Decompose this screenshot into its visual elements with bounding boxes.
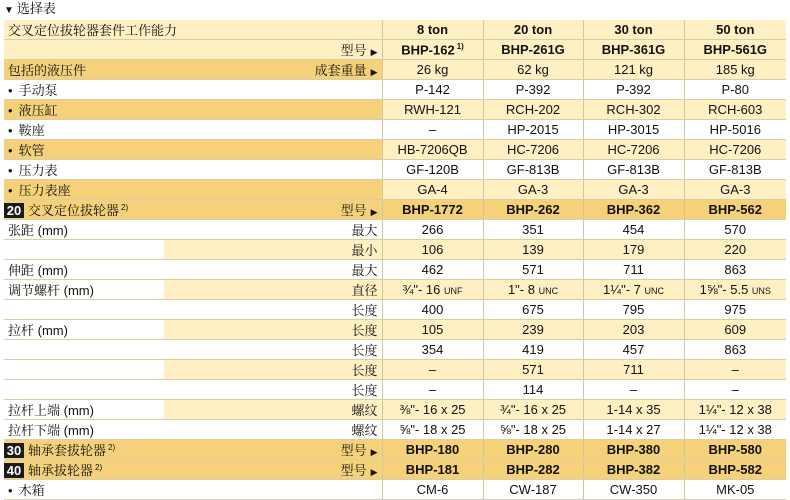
spec-sublabel: 最大 xyxy=(164,260,382,280)
model-row xyxy=(4,40,786,60)
section-name: 交叉定位拔轮器 xyxy=(28,203,120,218)
component-row xyxy=(4,140,786,160)
spec-value: 351 xyxy=(483,220,583,240)
component-row xyxy=(4,80,786,100)
spec-value: ⅝"- 18 x 25 xyxy=(483,420,583,440)
bullet-icon: • xyxy=(8,483,13,498)
spec-row xyxy=(4,380,786,400)
component-name: 液压缸 xyxy=(18,103,58,118)
spec-label xyxy=(4,380,164,400)
selection-table xyxy=(4,20,786,500)
component-value: P-80 xyxy=(684,80,786,100)
model-value: BHP-582 xyxy=(684,460,786,480)
bullet-icon: • xyxy=(8,163,13,178)
bullet-icon: • xyxy=(8,83,13,98)
spec-value: 863 xyxy=(684,340,786,360)
weight-value: 26 kg xyxy=(382,60,483,80)
model-cell xyxy=(382,40,483,60)
spec-value: 711 xyxy=(583,360,684,380)
component-name: 手动泵 xyxy=(18,83,58,98)
model-label: 型号 xyxy=(340,203,367,218)
spec-label: 拉杆上端 (mm) xyxy=(4,400,164,420)
component-name-cell xyxy=(4,180,382,200)
model-label-cell xyxy=(164,440,382,460)
weight-value: 121 kg xyxy=(583,60,684,80)
component-value: HP-5016 xyxy=(684,120,786,140)
spec-sublabel: 长度 xyxy=(164,320,382,340)
component-value: RWH-121 xyxy=(382,100,483,120)
title-row xyxy=(4,20,786,40)
section-number: 20 xyxy=(4,203,24,218)
spec-sublabel: 长度 xyxy=(164,300,382,320)
thread-size: 1⅝"- 5.5 xyxy=(699,282,749,297)
weight-label: 成套重量 xyxy=(314,63,367,78)
bullet-icon: • xyxy=(8,143,13,158)
spec-sublabel: 长度 xyxy=(164,380,382,400)
section-20-row xyxy=(4,200,786,220)
thread-size: ¾"- 16 xyxy=(402,282,441,297)
model-label: 型号 xyxy=(340,463,367,478)
weight-label-cell xyxy=(164,60,382,80)
spec-row xyxy=(4,240,786,260)
spec-value: 239 xyxy=(483,320,583,340)
component-value: HP-2015 xyxy=(483,120,583,140)
component-name: 压力表 xyxy=(18,163,58,178)
spec-value: 454 xyxy=(583,220,684,240)
spec-sublabel: 最小 xyxy=(164,240,382,260)
component-row xyxy=(4,160,786,180)
component-value: RCH-603 xyxy=(684,100,786,120)
section-40-row xyxy=(4,460,786,480)
triangle-right-icon: ▶ xyxy=(370,207,378,217)
component-row xyxy=(4,100,786,120)
spec-value xyxy=(684,280,786,300)
footnote-marker: 2) xyxy=(95,462,103,472)
spec-value: – xyxy=(382,380,483,400)
spec-value: – xyxy=(583,380,684,400)
component-value: HC-7206 xyxy=(684,140,786,160)
spec-label: 调节螺杆 (mm) xyxy=(4,280,164,300)
spec-value xyxy=(583,280,684,300)
spec-value: 975 xyxy=(684,300,786,320)
weight-row xyxy=(4,60,786,80)
section-30-row xyxy=(4,440,786,460)
spec-value: 711 xyxy=(583,260,684,280)
model-value: BHP-1772 xyxy=(382,200,483,220)
component-name: 鞍座 xyxy=(18,123,45,138)
triangle-right-icon: ▶ xyxy=(370,47,378,57)
spec-value: 179 xyxy=(583,240,684,260)
spec-value: 266 xyxy=(382,220,483,240)
model-value: BHP-561G xyxy=(684,40,786,60)
spec-value: 571 xyxy=(483,360,583,380)
component-value: CW-187 xyxy=(483,480,583,500)
component-value: CM-6 xyxy=(382,480,483,500)
component-name: 木箱 xyxy=(18,483,45,498)
spec-row xyxy=(4,340,786,360)
component-value: GA-3 xyxy=(483,180,583,200)
component-value: GF-813B xyxy=(583,160,684,180)
component-name: 软管 xyxy=(18,143,45,158)
model-value: BHP-180 xyxy=(382,440,483,460)
spec-value: 863 xyxy=(684,260,786,280)
section-name-cell xyxy=(4,460,164,480)
section-name: 轴承拔轮器 xyxy=(28,463,94,478)
thread-unit: UNS xyxy=(751,286,771,296)
spec-value: 609 xyxy=(684,320,786,340)
thread-unit: UNF xyxy=(444,286,463,296)
spec-row xyxy=(4,260,786,280)
spec-label: 拉杆下端 (mm) xyxy=(4,420,164,440)
triangle-right-icon: ▶ xyxy=(370,467,378,477)
spec-sublabel: 长度 xyxy=(164,360,382,380)
component-value: P-392 xyxy=(583,80,684,100)
model-label: 型号 xyxy=(340,443,367,458)
spec-label xyxy=(4,360,164,380)
component-value: RCH-302 xyxy=(583,100,684,120)
model-value: BHP-282 xyxy=(483,460,583,480)
component-name-cell xyxy=(4,160,382,180)
spec-value: 114 xyxy=(483,380,583,400)
component-name-cell xyxy=(4,80,382,100)
spec-row xyxy=(4,400,786,420)
thread-size: 1"- 8 xyxy=(507,282,535,297)
spec-row xyxy=(4,220,786,240)
spec-value: 570 xyxy=(684,220,786,240)
spec-value: 571 xyxy=(483,260,583,280)
component-name-cell xyxy=(4,100,382,120)
spec-value: 400 xyxy=(382,300,483,320)
spec-row xyxy=(4,360,786,380)
component-value: P-142 xyxy=(382,80,483,100)
model-value: BHP-380 xyxy=(583,440,684,460)
component-value: GF-813B xyxy=(684,160,786,180)
component-value: GA-4 xyxy=(382,180,483,200)
section-number: 40 xyxy=(4,463,24,478)
spec-value: 457 xyxy=(583,340,684,360)
box-row xyxy=(4,480,786,500)
component-value: RCH-202 xyxy=(483,100,583,120)
spec-label: 张距 (mm) xyxy=(4,220,164,240)
bullet-icon: • xyxy=(8,103,13,118)
spec-label xyxy=(4,240,164,260)
ton-20: 20 ton xyxy=(483,20,583,40)
spec-value: – xyxy=(684,360,786,380)
model-value: BHP-361G xyxy=(583,40,684,60)
spec-value: – xyxy=(382,360,483,380)
component-value: GF-813B xyxy=(483,160,583,180)
footnote-marker: 2) xyxy=(121,202,129,212)
ton-50: 50 ton xyxy=(684,20,786,40)
model-label-cell xyxy=(164,200,382,220)
footnote-marker: 2) xyxy=(108,442,116,452)
spec-row xyxy=(4,320,786,340)
model-value: BHP-181 xyxy=(382,460,483,480)
spec-sublabel: 螺纹 xyxy=(164,400,382,420)
spec-value: 1-14 x 35 xyxy=(583,400,684,420)
section-name-cell xyxy=(4,200,164,220)
spec-value: ⅜"- 16 x 25 xyxy=(382,400,483,420)
component-name: 压力表座 xyxy=(18,183,71,198)
ton-8: 8 ton xyxy=(382,20,483,40)
spec-row xyxy=(4,280,786,300)
thread-size: 1¼"- 7 xyxy=(603,282,641,297)
spec-sublabel: 长度 xyxy=(164,340,382,360)
section-name-cell xyxy=(4,440,164,460)
triangle-down-icon[interactable]: ▼ xyxy=(4,5,14,16)
component-value: GF-120B xyxy=(382,160,483,180)
model-value: BHP-280 xyxy=(483,440,583,460)
spec-value: 203 xyxy=(583,320,684,340)
spec-sublabel: 螺纹 xyxy=(164,420,382,440)
heading-text: 选择表 xyxy=(16,1,56,16)
table-title: 交叉定位拔轮器套件工作能力 xyxy=(4,20,382,40)
model-label: 型号 xyxy=(340,43,367,58)
section-number: 30 xyxy=(4,443,24,458)
thread-unit: UNC xyxy=(644,286,664,296)
spec-value: ¾"- 16 x 25 xyxy=(483,400,583,420)
weight-value: 62 kg xyxy=(483,60,583,80)
spec-value: 1-14 x 27 xyxy=(583,420,684,440)
spec-label xyxy=(4,340,164,360)
spec-value: 139 xyxy=(483,240,583,260)
component-value: HC-7206 xyxy=(583,140,684,160)
component-row xyxy=(4,120,786,140)
model-label-cell xyxy=(164,460,382,480)
spec-label xyxy=(4,300,164,320)
triangle-right-icon: ▶ xyxy=(370,67,378,77)
spec-sublabel: 最大 xyxy=(164,220,382,240)
spec-value: 1¼"- 12 x 38 xyxy=(684,400,786,420)
model-value: BHP-162 xyxy=(401,42,455,58)
component-value: GA-3 xyxy=(583,180,684,200)
spec-value: 106 xyxy=(382,240,483,260)
spec-value: 1¼"- 12 x 38 xyxy=(684,420,786,440)
triangle-right-icon: ▶ xyxy=(370,447,378,457)
spec-value: 675 xyxy=(483,300,583,320)
component-row xyxy=(4,180,786,200)
model-value: BHP-562 xyxy=(684,200,786,220)
component-value: P-392 xyxy=(483,80,583,100)
spec-label: 伸距 (mm) xyxy=(4,260,164,280)
thread-unit: UNC xyxy=(538,286,559,296)
spec-value: ⅝"- 18 x 25 xyxy=(382,420,483,440)
spec-value: 795 xyxy=(583,300,684,320)
component-name-cell xyxy=(4,120,382,140)
bullet-icon: • xyxy=(8,123,13,138)
component-name-cell xyxy=(4,480,382,500)
component-value: HP-3015 xyxy=(583,120,684,140)
spec-value xyxy=(483,280,583,300)
model-label-cell xyxy=(4,40,382,60)
weight-value: 185 kg xyxy=(684,60,786,80)
spec-value: 419 xyxy=(483,340,583,360)
component-value: HB-7206QB xyxy=(382,140,483,160)
spec-label: 拉杆 (mm) xyxy=(4,320,164,340)
spec-row xyxy=(4,300,786,320)
spec-value: 462 xyxy=(382,260,483,280)
spec-sublabel: 直径 xyxy=(164,280,382,300)
spec-value: 220 xyxy=(684,240,786,260)
ton-30: 30 ton xyxy=(583,20,684,40)
bullet-icon: • xyxy=(8,183,13,198)
spec-value: – xyxy=(684,380,786,400)
spec-value: 105 xyxy=(382,320,483,340)
component-name-cell xyxy=(4,140,382,160)
component-value: HC-7206 xyxy=(483,140,583,160)
component-value: MK-05 xyxy=(684,480,786,500)
section-name: 轴承套拔轮器 xyxy=(28,443,107,458)
model-value: BHP-362 xyxy=(583,200,684,220)
model-value: BHP-382 xyxy=(583,460,684,480)
footnote-marker: 1) xyxy=(456,41,464,51)
spec-value xyxy=(382,280,483,300)
included-label: 包括的液压件 xyxy=(4,60,164,80)
model-value: BHP-262 xyxy=(483,200,583,220)
component-value: – xyxy=(382,120,483,140)
component-value: GA-3 xyxy=(684,180,786,200)
model-value: BHP-580 xyxy=(684,440,786,460)
spec-row xyxy=(4,420,786,440)
model-value: BHP-261G xyxy=(483,40,583,60)
component-value: CW-350 xyxy=(583,480,684,500)
section-heading xyxy=(0,0,790,20)
spec-value: 354 xyxy=(382,340,483,360)
